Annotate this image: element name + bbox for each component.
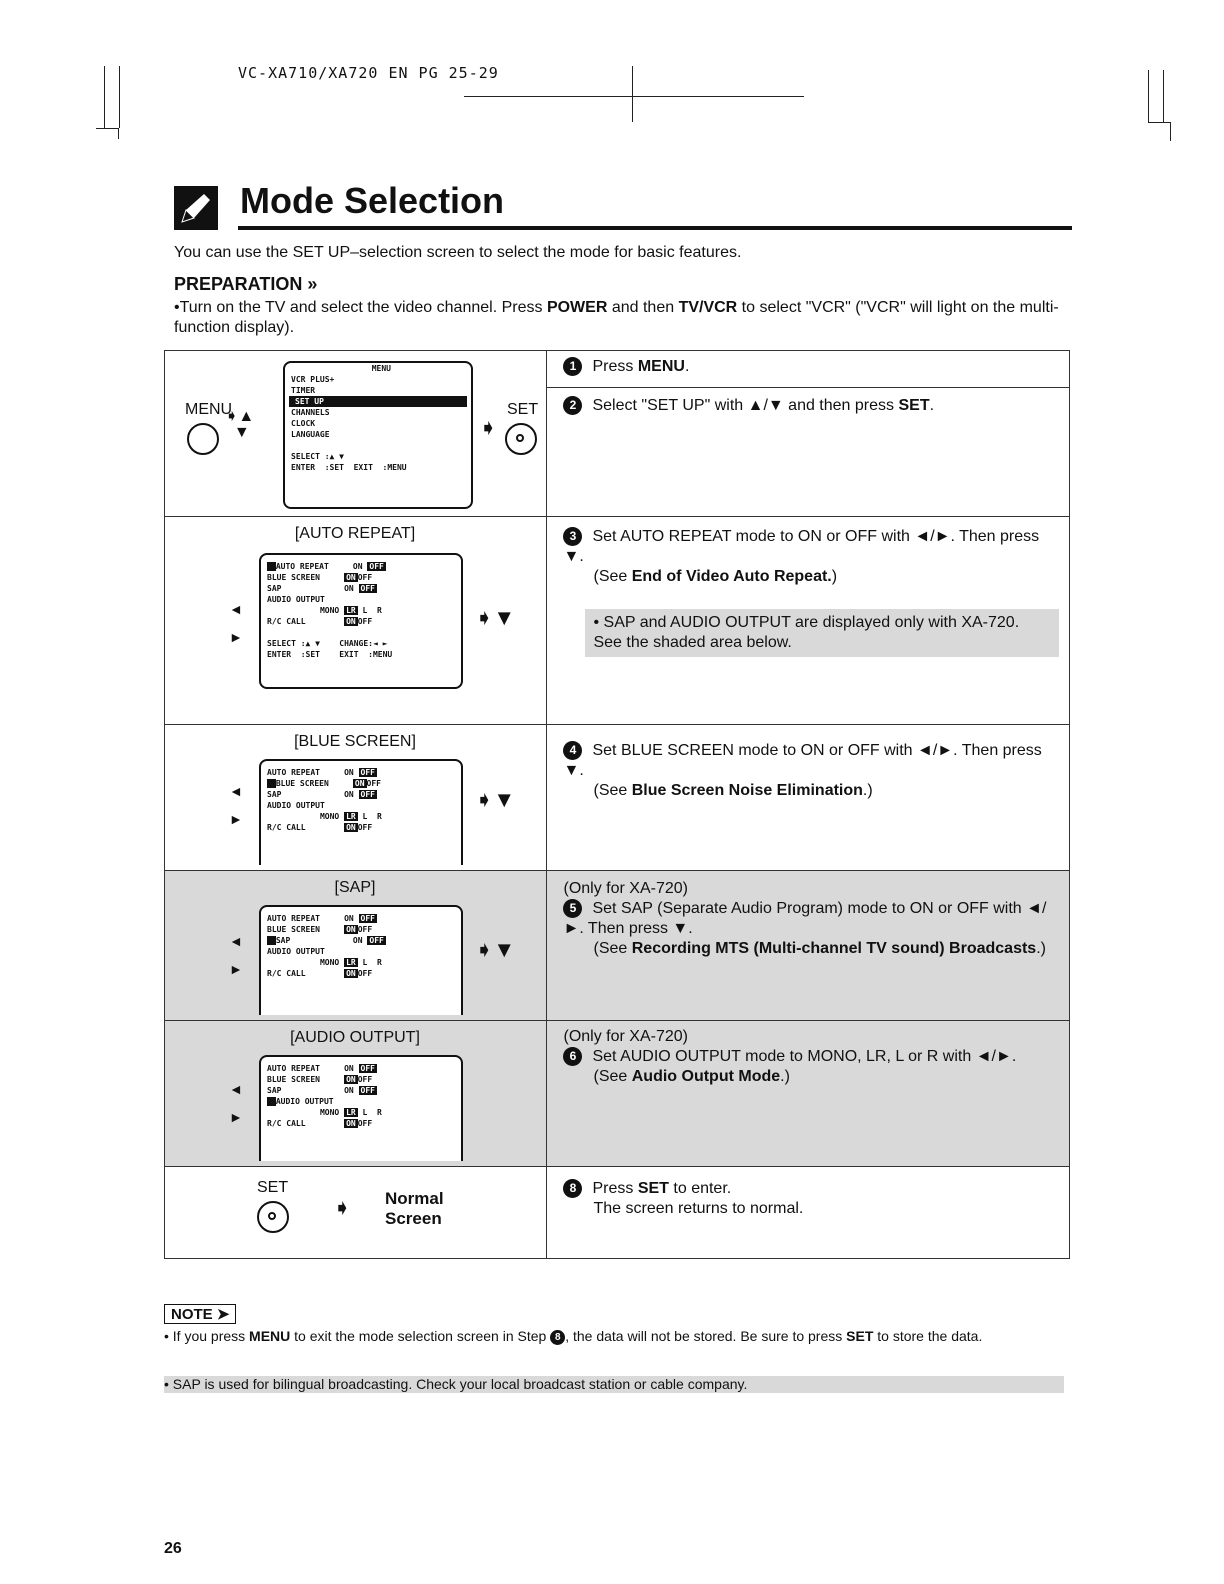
left-right-arrow-icon: ◄ ► — [229, 601, 243, 645]
title-rule — [238, 226, 1072, 230]
osd-auto-repeat-screen: AUTO REPEAT ON OFF BLUE SCREEN ON OFF SAP ON OFF AUDIO OUTPUT MONO LR L R R/C CALL ON OFF SELECT :▲ ▼ CHANGE:◄ ► ENTER :SET EXIT :MENU — [259, 553, 463, 689]
steps-1-2-cell — [547, 351, 1070, 517]
set-label: SET — [257, 1179, 289, 1196]
crop-mark-left-foot — [96, 128, 119, 139]
next-arrow-icon: ➧ — [479, 415, 498, 440]
crop-mark-right-foot — [1148, 122, 1171, 141]
menu-illustration-cell — [165, 351, 547, 517]
osd-menu-screen: MENU VCR PLUS+ TIMER SET UP CHANNELS CLOCK LANGUAGE SELECT :▲ ▼ ENTER :SET EXIT :MENU — [283, 361, 473, 509]
auto-repeat-cell — [165, 517, 547, 725]
note-tag: NOTE ➤ — [164, 1304, 236, 1324]
audio-output-caption: [AUDIO OUTPUT] — [290, 1029, 420, 1046]
xa720-note: • SAP and AUDIO OUTPUT are displayed only with XA-720. See the shaded area below. — [585, 609, 1059, 657]
note-1: • If you press MENU to exit the mode selection screen in Step 8 , the data will not be stored. Be sure to press SET to store the data. — [164, 1328, 983, 1344]
step-5: (Only for XA-720) 5 Set SAP (Separate Audio Program) mode to ON or OFF with ◄/►. Then press ▼. (See Recording MTS (Multi-channel TV sound) Broadcasts.) — [563, 880, 1047, 957]
pencil-icon — [174, 186, 218, 230]
step-3: 3 Set AUTO REPEAT mode to ON or OFF with ◄/►. Then press ▼. (See End of Video Auto Repeat.) — [563, 528, 1040, 585]
left-right-arrow-icon: ◄ ► — [229, 1081, 243, 1125]
step-4-cell — [547, 725, 1070, 871]
next-arrow-icon: ➧▼ — [475, 937, 516, 962]
next-arrow-icon: ➧▼ — [475, 605, 516, 630]
preparation-heading: PREPARATION » — [174, 274, 318, 294]
left-right-arrow-icon: ◄ ► — [229, 783, 243, 827]
page-title: Mode Selection — [240, 180, 505, 221]
step-3-cell — [547, 517, 1070, 725]
left-right-arrow-icon: ◄ ► — [229, 933, 243, 977]
header-tick — [632, 66, 633, 122]
header-code: VC-XA710/XA720 EN PG 25-29 — [238, 64, 499, 82]
sap-cell — [165, 871, 547, 1021]
osd-blue-screen-screen: AUTO REPEAT ON OFF BLUE SCREEN ON OFF SAP ON OFF AUDIO OUTPUT MONO LR L R R/C CALL ON OFF — [259, 759, 463, 865]
set-label: SET — [507, 401, 539, 418]
auto-repeat-caption: [AUTO REPEAT] — [294, 525, 416, 542]
blue-screen-cell — [165, 725, 547, 871]
header-rule — [464, 96, 804, 97]
steps-table — [164, 350, 1070, 1259]
crop-mark-right — [1148, 70, 1164, 122]
audio-output-cell — [165, 1021, 547, 1167]
step-2: 2 Select "SET UP" with ▲/▼ and then press SET. — [547, 388, 1069, 416]
menu-button-icon — [187, 423, 219, 455]
osd-sap-screen: AUTO REPEAT ON OFF BLUE SCREEN ON OFF SAP ON OFF AUDIO OUTPUT MONO LR L R R/C CALL ON OFF — [259, 905, 463, 1015]
step-1: 1 Press MENU. — [547, 351, 1069, 388]
intro-text: You can use the SET UP–selection screen to select the mode for basic features. — [174, 244, 742, 261]
step-6: (Only for XA-720) 6 Set AUDIO OUTPUT mode to MONO, LR, L or R with ◄/►. (See Audio Output Mode.) — [563, 1028, 1017, 1085]
menu-label: MENU — [185, 401, 233, 418]
set-button-icon — [257, 1201, 289, 1233]
normal-screen-label: Normal Screen — [385, 1189, 444, 1228]
step-8-cell — [547, 1167, 1070, 1259]
note-2: • SAP is used for bilingual broadcasting. Check your local broadcast station or cable company. — [164, 1376, 1064, 1393]
set-button-icon — [505, 423, 537, 455]
set-normal-cell — [165, 1167, 547, 1259]
step-5-cell — [547, 871, 1070, 1021]
page-number: 26 — [164, 1540, 182, 1557]
sap-caption: [SAP] — [334, 879, 376, 896]
next-arrow-icon: ➧ — [333, 1195, 352, 1220]
step-8: 8 Press SET to enter. The screen returns to normal. — [547, 1167, 1069, 1219]
step-6-cell — [547, 1021, 1070, 1167]
crop-mark-left — [104, 66, 120, 128]
preparation-text: •Turn on the TV and select the video channel. Press POWER and then TV/VCR to select "VCR" ("VCR" will light on the multi-function display). — [174, 299, 1059, 336]
step-4: 4 Set BLUE SCREEN mode to ON or OFF with ◄/►. Then press ▼. (See Blue Screen Noise Elimination.) — [563, 742, 1042, 799]
blue-screen-caption: [BLUE SCREEN] — [294, 733, 416, 750]
next-arrow-icon: ➧▼ — [475, 787, 516, 812]
osd-audio-output-screen: AUTO REPEAT ON OFF BLUE SCREEN ON OFF SAP ON OFF AUDIO OUTPUT MONO LR L R R/C CALL ON OFF — [259, 1055, 463, 1161]
up-down-arrow-icon: ➧▲ ▼ — [225, 408, 255, 441]
